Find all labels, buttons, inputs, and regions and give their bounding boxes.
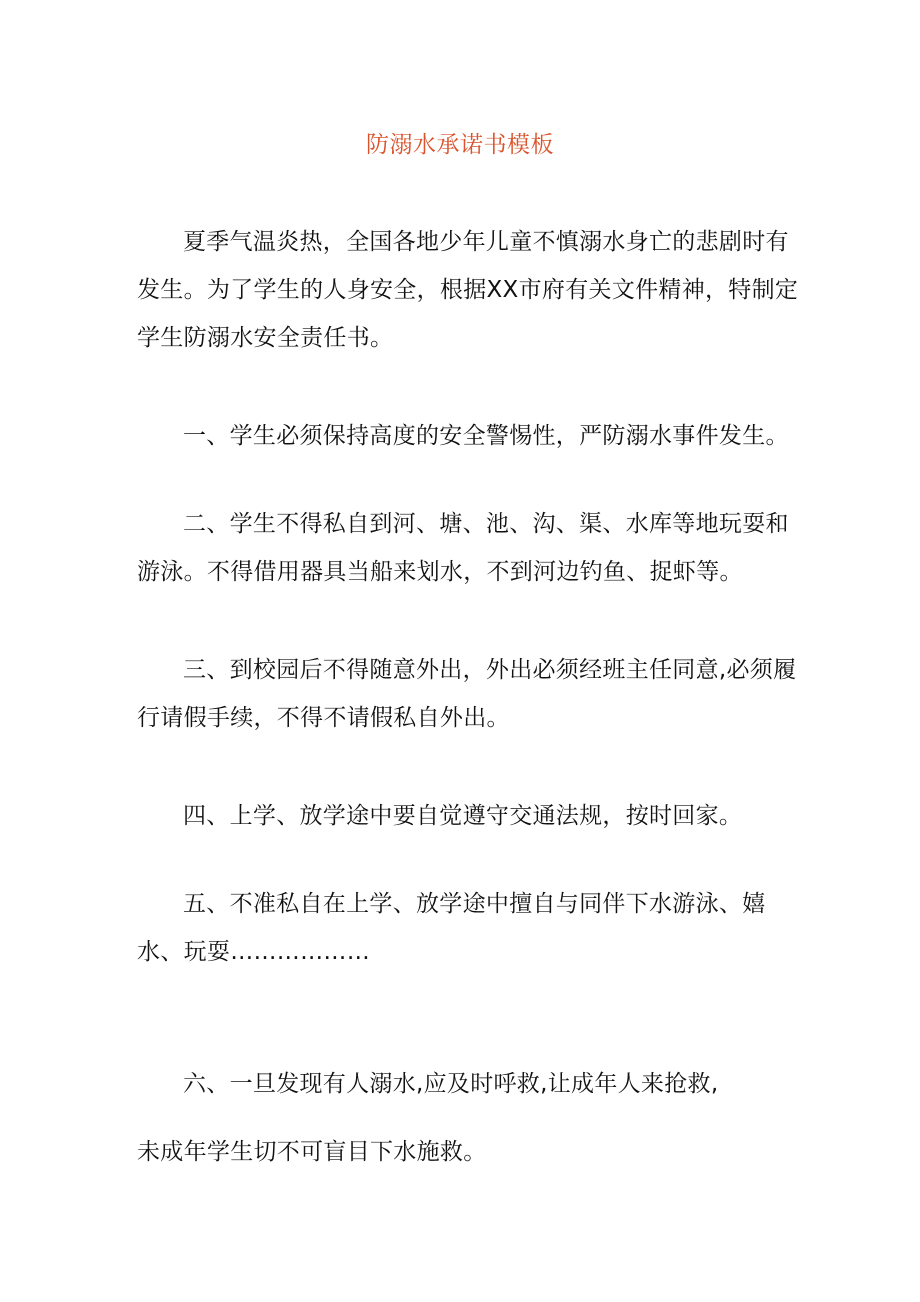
rule-paragraph-5: 五、不准私自在上学、放学途中擅自与同伴下水游泳、嬉水、玩耍……………… xyxy=(137,891,766,965)
rule-paragraph-6-continued: 未成年学生切不可盲目下水施救。 xyxy=(137,1139,487,1165)
document-title: 防溺水承诺书模板 xyxy=(366,132,554,158)
rule-paragraph-1: 一、学生必须保持高度的安全警惕性，严防溺水事件发生。 xyxy=(183,423,789,449)
rule-paragraph-4: 四、上学、放学途中要自觉遵守交通法规，按时回家。 xyxy=(183,803,743,829)
rule-paragraph-2: 二、学生不得私自到河、塘、池、沟、渠、水库等地玩耍和游泳。不得借用器具当船来划水，不到河边钓鱼、捉虾等。 xyxy=(137,511,789,585)
intro-paragraph: 夏季气温炎热，全国各地少年儿童不慎溺水身亡的悲剧时有发生。为了学生的人身安全，根据XX市府有关文件精神，特制定学生防溺水安全责任书。 xyxy=(137,229,799,351)
rule-paragraph-3: 三、到校园后不得随意外出，外出必须经班主任同意,必须履行请假手续，不得不请假私自外出。 xyxy=(137,657,797,731)
rule-paragraph-6: 六、一旦发现有人溺水,应及时呼救,让成年人来抢救, xyxy=(183,1071,719,1097)
